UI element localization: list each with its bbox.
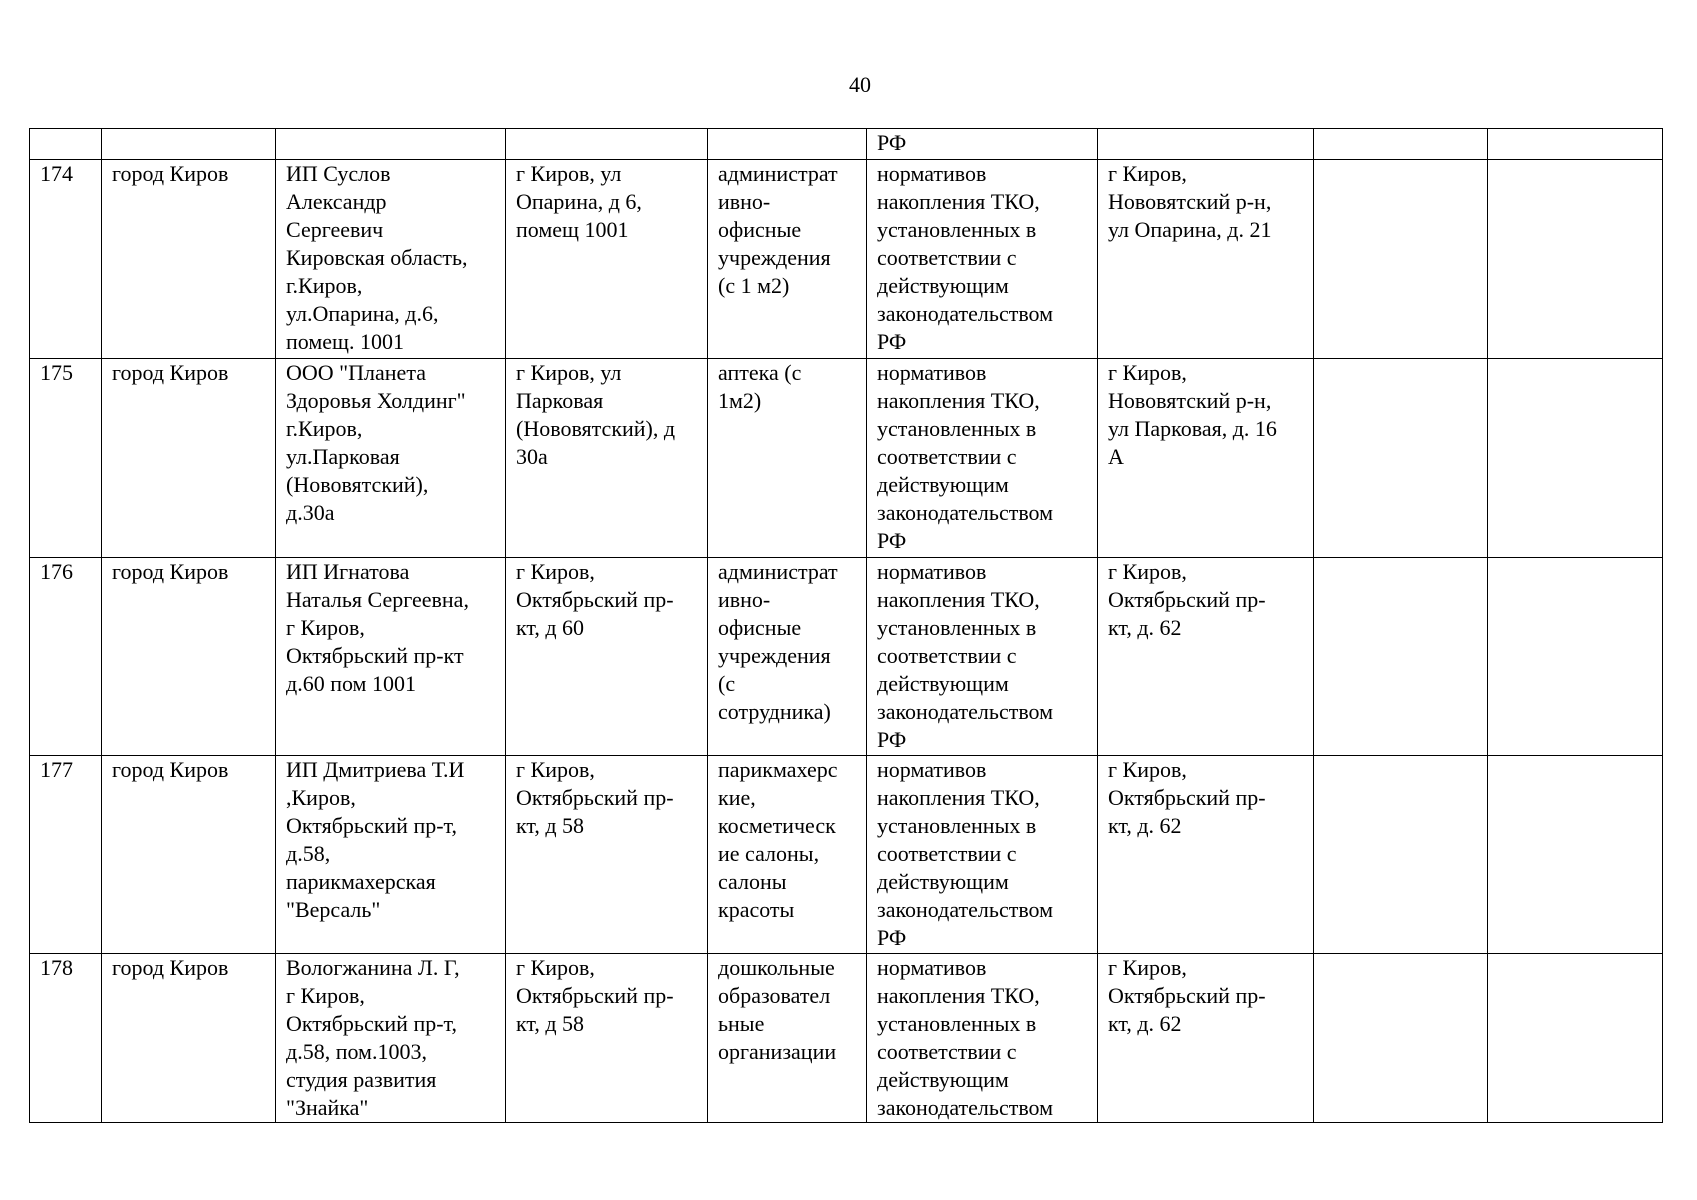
- cell-site-address: г Киров, Нововятский р-н, ул Опарина, д. 21: [1098, 160, 1314, 359]
- cell-num: 175: [30, 359, 102, 558]
- table-row: [30, 756, 1663, 954]
- cell-norm: нормативов накопления ТКО, установленных в соответствии с действующим законодательством: [867, 954, 1098, 1123]
- cell-extra2: [1488, 558, 1663, 756]
- cell-municipality: город Киров: [102, 954, 276, 1123]
- cell-num: 176: [30, 558, 102, 756]
- cell-category: аптека (с 1м2): [708, 359, 867, 558]
- cell-municipality: город Киров: [102, 756, 276, 954]
- cell-site-address: г Киров, Октябрьский пр- кт, д. 62: [1098, 756, 1314, 954]
- cell-extra2: [1488, 160, 1663, 359]
- table-row: [30, 954, 1663, 1123]
- cell-extra1: [1314, 558, 1488, 756]
- cell-municipality: город Киров: [102, 160, 276, 359]
- cell-owner: Вологжанина Л. Г, г Киров, Октябрьский пр-т, д.58, пом.1003, студия развития "Знайка": [276, 954, 506, 1123]
- cell-extra1: [1314, 129, 1488, 160]
- cell-site-address: г Киров, Октябрьский пр- кт, д. 62: [1098, 558, 1314, 756]
- cell-extra1: [1314, 756, 1488, 954]
- cell-owner: ИП Дмитриева Т.И ,Киров, Октябрьский пр-т, д.58, парикмахерская "Версаль": [276, 756, 506, 954]
- cell-municipality: город Киров: [102, 558, 276, 756]
- cell-owner: ИП Суслов Александр Сергеевич Кировская область, г.Киров, ул.Опарина, д.6, помещ. 1001: [276, 160, 506, 359]
- cell-owner: ООО "Планета Здоровья Холдинг" г.Киров, ул.Парковая (Нововятский), д.30а: [276, 359, 506, 558]
- cell-norm: нормативов накопления ТКО, установленных в соответствии с действующим законодательством РФ: [867, 359, 1098, 558]
- cell-object-address: г Киров, Октябрьский пр- кт, д 58: [506, 954, 708, 1123]
- cell-norm: нормативов накопления ТКО, установленных в соответствии с действующим законодательством РФ: [867, 160, 1098, 359]
- cell-extra2: [1488, 129, 1663, 160]
- cell-num: 174: [30, 160, 102, 359]
- cell-site-address: г Киров, Октябрьский пр- кт, д. 62: [1098, 954, 1314, 1123]
- cell-num: 177: [30, 756, 102, 954]
- cell-object-address: г Киров, ул Парковая (Нововятский), д 30а: [506, 359, 708, 558]
- table-row: [30, 160, 1663, 359]
- cell-municipality: [102, 129, 276, 160]
- cell-category: администрат ивно- офисные учреждения (с 1 м2): [708, 160, 867, 359]
- cell-extra1: [1314, 160, 1488, 359]
- cell-site-address: г Киров, Нововятский р-н, ул Парковая, д. 16 А: [1098, 359, 1314, 558]
- cell-object-address: г Киров, Октябрьский пр- кт, д 60: [506, 558, 708, 756]
- cell-norm: нормативов накопления ТКО, установленных в соответствии с действующим законодательством РФ: [867, 756, 1098, 954]
- cell-extra2: [1488, 954, 1663, 1123]
- cell-num: [30, 129, 102, 160]
- cell-owner: ИП Игнатова Наталья Сергеевна, г Киров, Октябрьский пр-кт д.60 пом 1001: [276, 558, 506, 756]
- cell-municipality: город Киров: [102, 359, 276, 558]
- cell-extra2: [1488, 359, 1663, 558]
- table-row: [30, 558, 1663, 756]
- cell-extra1: [1314, 359, 1488, 558]
- cell-extra2: [1488, 756, 1663, 954]
- page-number: 40: [849, 72, 871, 97]
- cell-category: парикмахерс кие, косметическ ие салоны, салоны красоты: [708, 756, 867, 954]
- cell-num: 178: [30, 954, 102, 1123]
- table-row: [30, 359, 1663, 558]
- cell-object-address: г Киров, ул Опарина, д 6, помещ 1001: [506, 160, 708, 359]
- cell-norm: нормативов накопления ТКО, установленных в соответствии с действующим законодательством РФ: [867, 558, 1098, 756]
- waste-sites-table: [29, 128, 1663, 1123]
- cell-norm: РФ: [867, 129, 1098, 160]
- cell-category: [708, 129, 867, 160]
- cell-site-address: [1098, 129, 1314, 160]
- cell-category: администрат ивно- офисные учреждения (с сотрудника): [708, 558, 867, 756]
- cell-object-address: г Киров, Октябрьский пр- кт, д 58: [506, 756, 708, 954]
- cell-owner: [276, 129, 506, 160]
- table-row-continuation: [30, 129, 1663, 160]
- cell-extra1: [1314, 954, 1488, 1123]
- cell-category: дошкольные образовател ьные организации: [708, 954, 867, 1123]
- cell-object-address: [506, 129, 708, 160]
